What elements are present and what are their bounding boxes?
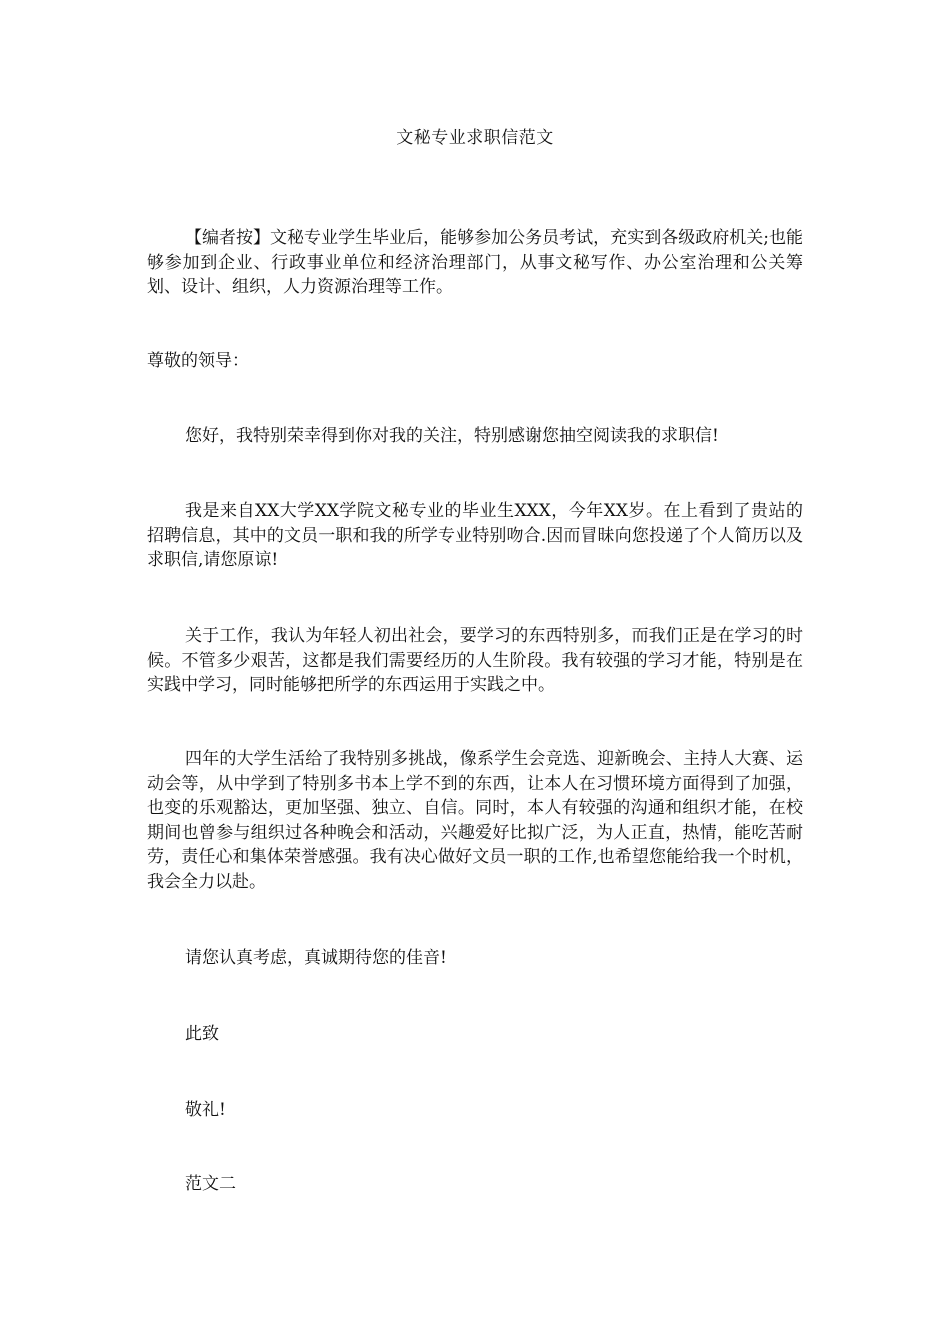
closing-request: 请您认真考虑，真诚期待您的佳音!	[185, 948, 447, 968]
paragraph-university-life: 四年的大学生活给了我特别多挑战，像系学生会竞选、迎新晚会、主持人大赛、运动会等，从中学到了特别多书本上学不到的东西，让本人在习惯环境方面得到了加强，也变的乐观豁达，更加坚强、独立、自信。同时，本人有较强的沟通和组织才能，在校期间也曾参与组织过各种晚会和活动，兴趣爱好比拟广泛，为人正直，热情，能吃苦耐劳，责任心和集体荣誉感强。我有决心做好文员一职的工作,也希望您能给我一个时机，我会全力以赴。	[147, 749, 803, 892]
closing-respect: 此致	[185, 1024, 219, 1044]
document-title: 文秘专业求职信范文	[396, 128, 554, 148]
paragraph-greeting: 您好，我特别荣幸得到你对我的关注，特别感谢您抽空阅读我的求职信!	[185, 426, 719, 446]
next-section-heading: 范文二	[185, 1174, 236, 1194]
closing-salute: 敬礼!	[185, 1100, 226, 1120]
paragraph-work-attitude: 关于工作，我认为年轻人初出社会，要学习的东西特别多，而我们正是在学习的时候。不管多少艰苦，这都是我们需要经历的人生阶段。我有较强的学习才能，特别是在实践中学习，同时能够把所学的东西运用于实践之中。	[147, 626, 803, 695]
salutation: 尊敬的领导：	[147, 351, 249, 371]
editor-note: 【编者按】文秘专业学生毕业后，能够参加公务员考试，充实到各级政府机关;也能够参加到企业、行政事业单位和经济治理部门，从事文秘写作、办公室治理和公关筹划、设计、组织，人力资源治理等工作。	[147, 228, 803, 297]
paragraph-introduction: 我是来自XX大学XX学院文秘专业的毕业生XXX，今年XX岁。在上看到了贵站的招聘信息，其中的文员一职和我的所学专业特别吻合.因而冒昧向您投递了个人简历以及求职信,请您原谅!	[147, 501, 803, 570]
